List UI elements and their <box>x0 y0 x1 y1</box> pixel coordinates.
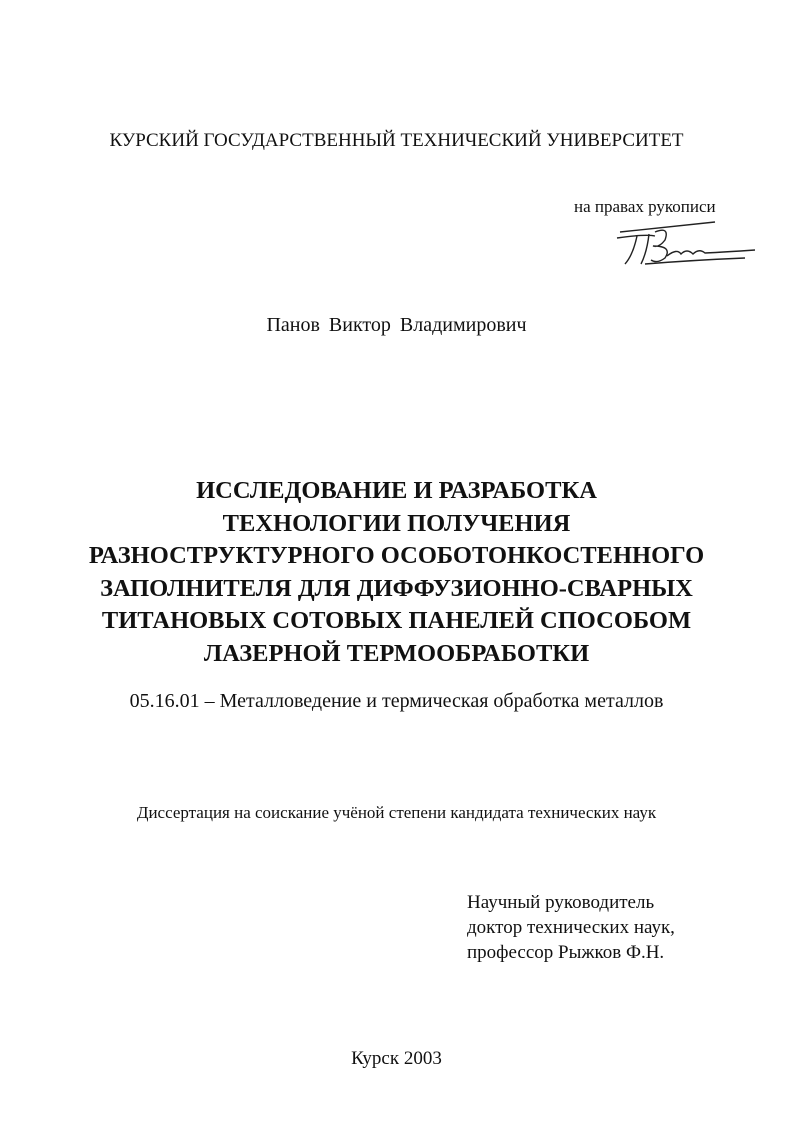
supervisor-line: доктор технических наук, <box>467 917 675 938</box>
supervisor-block <box>467 890 675 965</box>
dissertation-title <box>0 475 793 670</box>
title-line: РАЗНОСТРУКТУРНОГО ОСОБОТОНКОСТЕННОГО <box>88 542 705 569</box>
title-line: ТЕХНОЛОГИИ ПОЛУЧЕНИЯ <box>222 509 571 537</box>
supervisor-line: Научный руководитель <box>467 892 655 913</box>
author-name: Панов Виктор Владимирович <box>266 314 527 336</box>
title-line: ЗАПОЛНИТЕЛЯ ДЛЯ ДИФФУЗИОННО-СВАРНЫХ <box>100 574 693 602</box>
university-name: КУРСКИЙ ГОСУДАРСТВЕННЫЙ ТЕХНИЧЕСКИЙ УНИВЕРСИТЕТ <box>109 130 684 151</box>
manuscript-rights: на правах рукописи <box>574 197 716 216</box>
specialty: 05.16.01 – Металловедение и термическая обработка металлов <box>129 690 664 712</box>
city-year: Курск 2003 <box>351 1048 442 1069</box>
title-line: ЛАЗЕРНОЙ ТЕРМООБРАБОТКИ <box>203 639 590 667</box>
dissertation-degree: Диссертация на соискание учёной степени кандидата технических наук <box>136 803 657 822</box>
signature-icon <box>615 220 760 270</box>
title-line: ИССЛЕДОВАНИЕ И РАЗРАБОТКА <box>196 477 597 504</box>
title-line: ТИТАНОВЫХ СОТОВЫХ ПАНЕЛЕЙ СПОСОБОМ <box>101 607 692 634</box>
supervisor-line: профессор Рыжков Ф.Н. <box>467 942 665 963</box>
